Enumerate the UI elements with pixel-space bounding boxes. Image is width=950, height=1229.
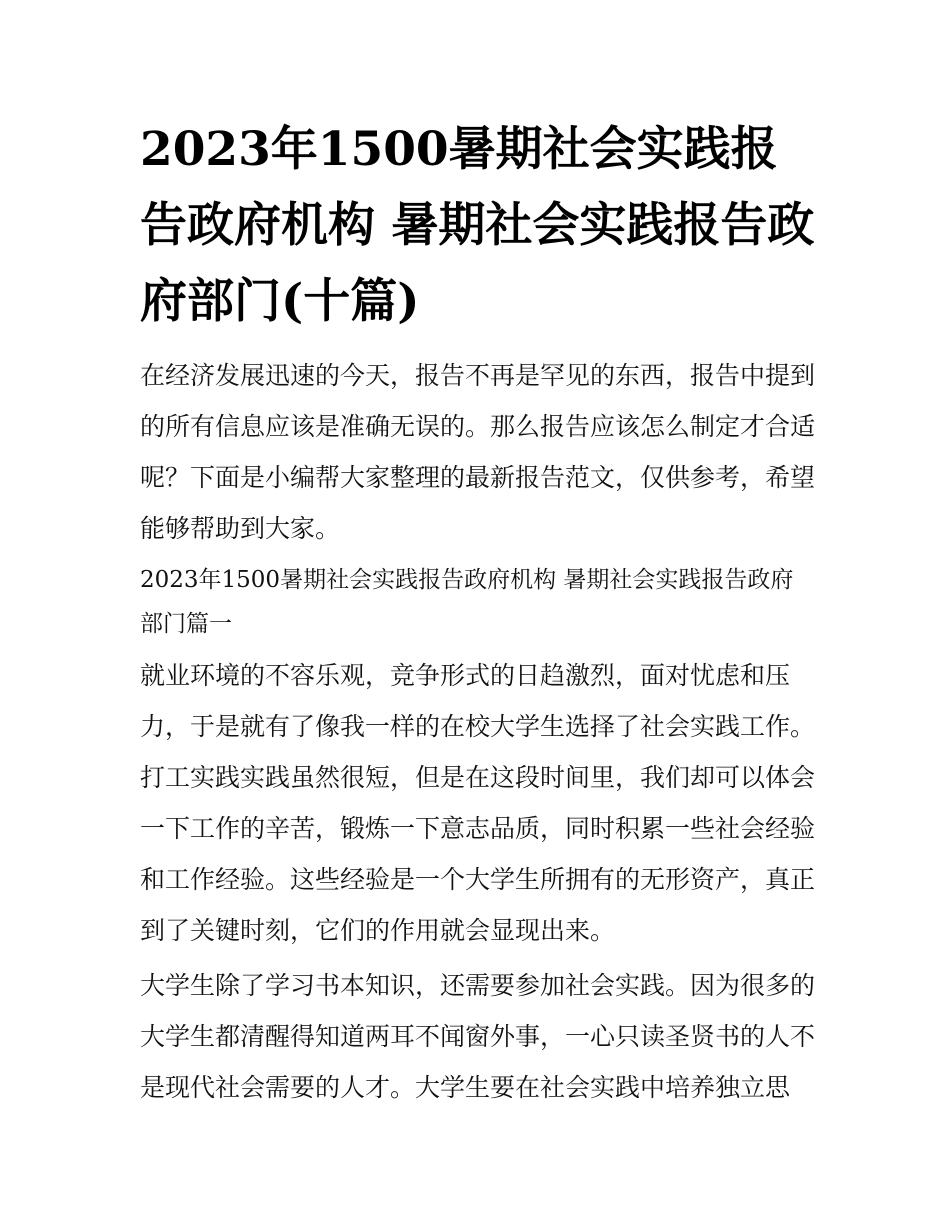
document-title: 2023年1500暑期社会实践报告政府机构 暑期社会实践报告政府部门(十篇)	[140, 122, 815, 329]
section-heading: 2023年1500暑期社会实践报告政府机构 暑期社会实践报告政府部门篇一	[140, 567, 794, 637]
body-paragraph-1: 就业环境的不容乐观，竞争形式的日趋激烈，面对忧虑和压力，于是就有了像我一样的在校大学生选择了社会实践工作。打工实践实践虽然很短，但是在这段时间里，我们却可以体会一下工作的辛苦，锻炼一下意志品质，同时积累一些社会经验和工作经验。这些经验是一个大学生所拥有的无形资产，真正到了关键时刻，它们的作用就会显现出来。	[140, 661, 816, 945]
intro-paragraph: 在经济发展迅速的今天，报告不再是罕见的东西，报告中提到的所有信息应该是准确无误的。那么报告应该怎么制定才合适呢？下面是小编帮大家整理的最新报告范文，仅供参考，希望能够帮助到大家。	[140, 361, 816, 543]
body-paragraph-2: 大学生除了学习书本知识，还需要参加社会实践。因为很多的大学生都清醒得知道两耳不闻窗外事，一心只读圣贤书的人不是现代社会需要的人才。大学生要在社会实践中培养独立思	[140, 971, 816, 1102]
document-body	[140, 112, 815, 1113]
